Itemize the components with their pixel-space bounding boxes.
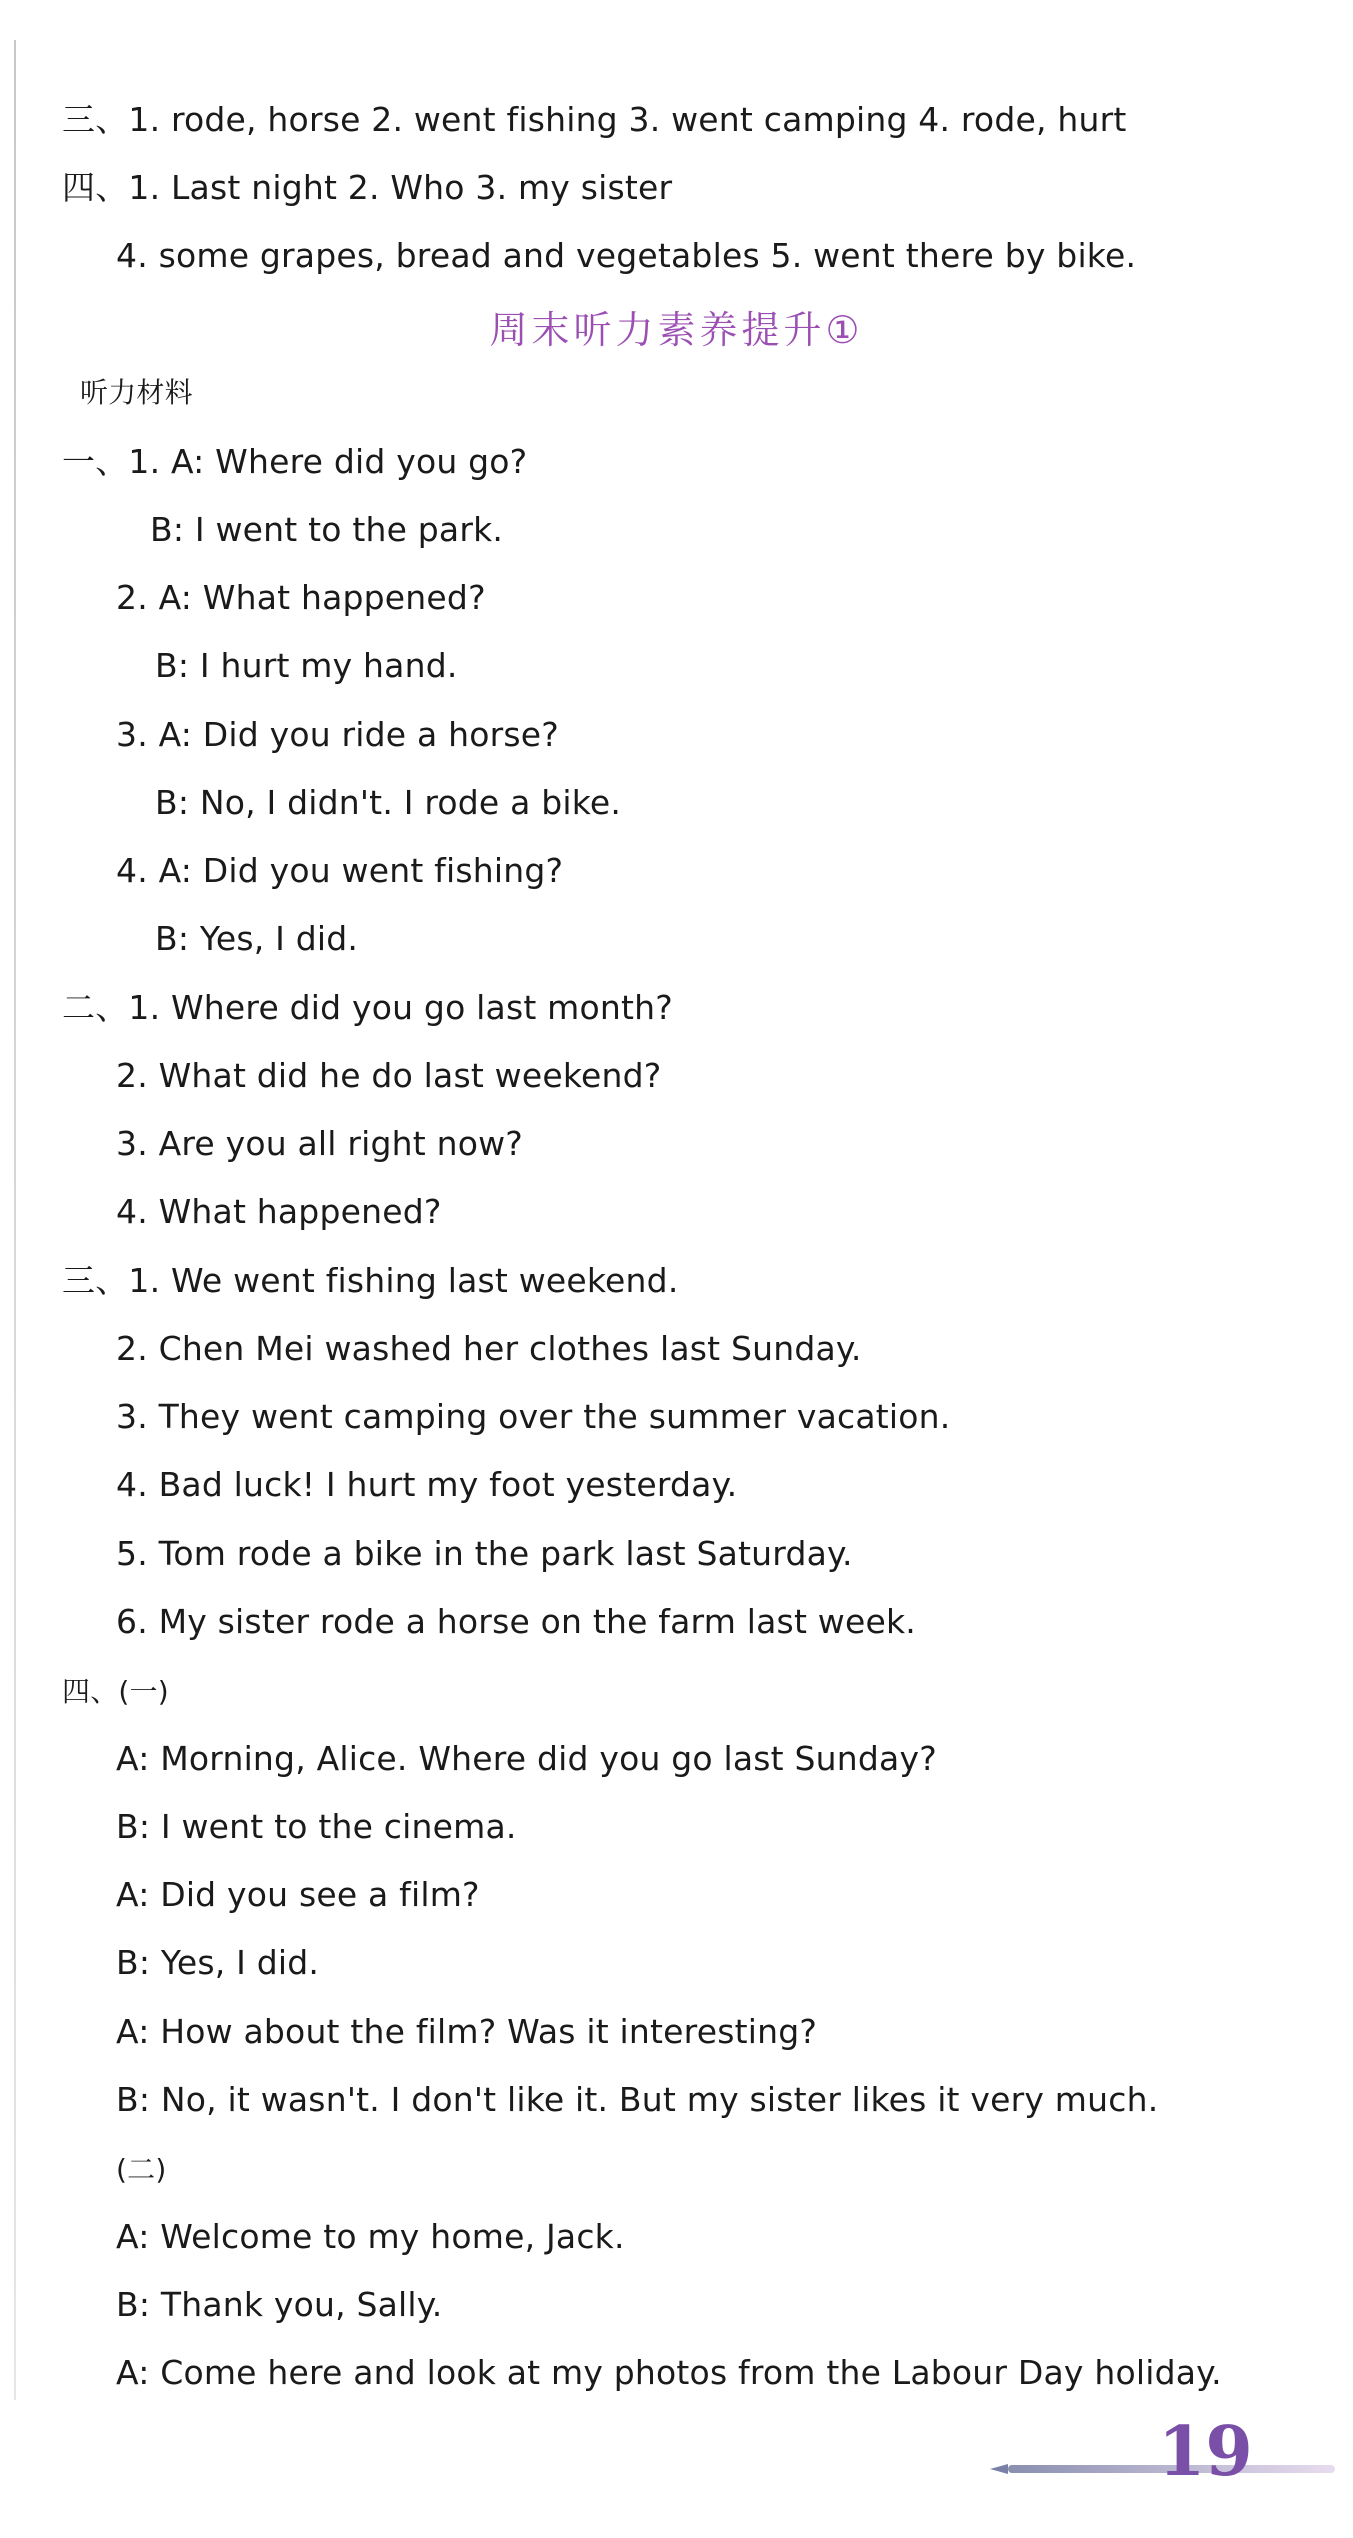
part2-line: 3. Are you all right now? [116, 1124, 523, 1163]
part4-dialog1-line: B: I went to the cinema. [116, 1807, 517, 1846]
part3-line: 三、1. We went fishing last weekend. [62, 1261, 679, 1300]
part1-line: 一、1. A: Where did you go? [62, 442, 528, 481]
part4-dialog2-line: A: Welcome to my home, Jack. [116, 2217, 625, 2256]
part2-line: 二、1. Where did you go last month? [62, 988, 673, 1027]
answer-line-section4: 四、1. Last night 2. Who 3. my sister [62, 168, 673, 207]
part2-line: 2. What did he do last weekend? [116, 1056, 662, 1095]
listening-label: 听力材料 [80, 376, 193, 409]
answer-line-section4-cont: 4. some grapes, bread and vegetables 5. went there by bike. [116, 236, 1137, 275]
part3-line: 5. Tom rode a bike in the park last Saturday. [116, 1534, 853, 1573]
page-number: 19 [1158, 2412, 1253, 2492]
part4-dialog1-line: A: Did you see a film? [116, 1875, 480, 1914]
part1-line: 2. A: What happened? [116, 578, 486, 617]
part1-line: B: No, I didn't. I rode a bike. [155, 783, 622, 822]
margin-line [14, 40, 16, 2400]
part4-dialog1-line: B: No, it wasn't. I don't like it. But my sister likes it very much. [116, 2080, 1159, 2119]
answer-line-section3: 三、1. rode, horse 2. went fishing 3. went camping 4. rode, hurt [62, 100, 1127, 139]
part1-line: B: Yes, I did. [155, 919, 359, 958]
part4-dialog1-line: B: Yes, I did. [116, 1943, 320, 1982]
part4-dialog2-line: B: Thank you, Sally. [116, 2285, 443, 2324]
section-title: 周末听力素养提升① [489, 308, 864, 352]
part3-line: 6. My sister rode a horse on the farm last week. [116, 1602, 916, 1641]
part4-label-2: (二) [116, 2153, 167, 2186]
part3-line: 3. They went camping over the summer vacation. [116, 1397, 951, 1436]
part1-line: B: I hurt my hand. [155, 646, 458, 685]
part1-line: 3. A: Did you ride a horse? [116, 715, 559, 754]
part3-line: 4. Bad luck! I hurt my foot yesterday. [116, 1465, 738, 1504]
part4-dialog2-line: A: Come here and look at my photos from the Labour Day holiday. [116, 2353, 1222, 2392]
part1-line: 4. A: Did you went fishing? [116, 851, 564, 890]
part4-dialog1-line: A: Morning, Alice. Where did you go last Sunday? [116, 1739, 937, 1778]
part4-label-1: 四、(一) [62, 1675, 169, 1708]
part1-line: B: I went to the park. [150, 510, 504, 549]
part3-line: 2. Chen Mei washed her clothes last Sunday. [116, 1329, 862, 1368]
part4-dialog1-line: A: How about the film? Was it interesting? [116, 2012, 818, 2051]
part2-line: 4. What happened? [116, 1192, 442, 1231]
